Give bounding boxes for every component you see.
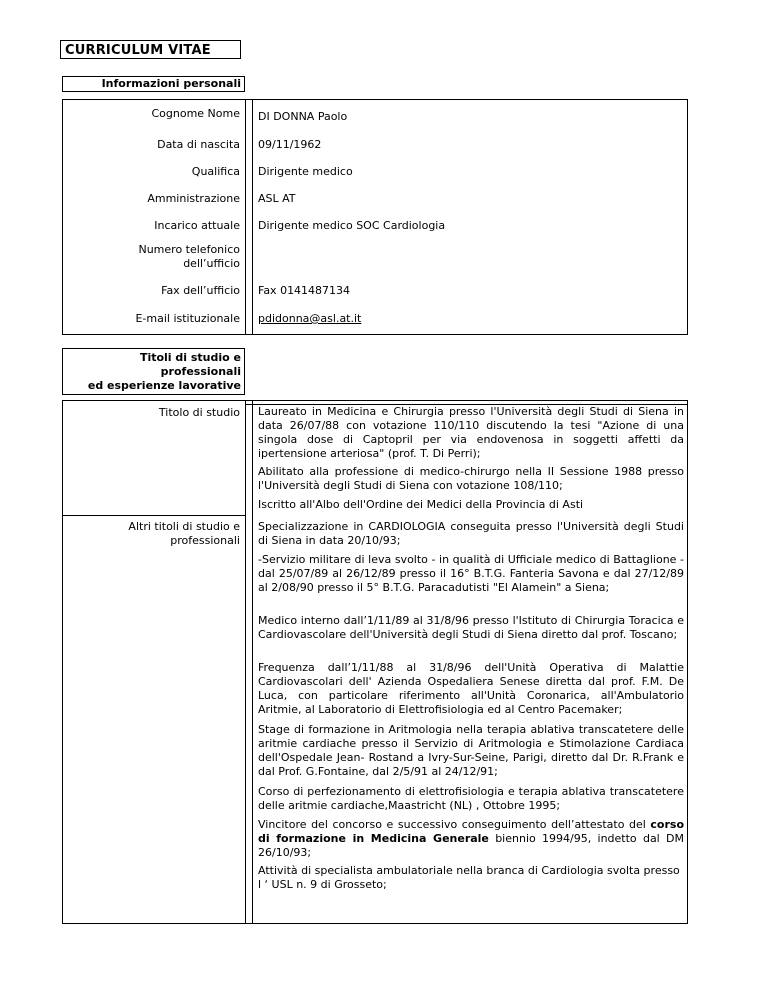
- label-fax-ufficio: Fax dell’ufficio: [161, 284, 240, 297]
- label-amministrazione: Amministrazione: [147, 192, 240, 205]
- altri-entry-vincitore: [258, 818, 684, 860]
- label-email: E-mail istituzionale: [135, 312, 240, 325]
- label-altri-titoli: [66, 520, 240, 548]
- altri-entry-frequenza: Frequenza dall’1/11/88 al 31/8/96 dell'Unità Operativa di Malattie Cardiovascolari dell' Azienda Ospedaliera Senese diretta dal prof. F.M. De Luca, con particolare riferimento all'Unità Coronarica, all'Ambulatorio Aritmie, al Laboratorio di Elettrofisiologia ed al Centro Pacemaker;: [258, 661, 684, 716]
- label-incarico-attuale: Incarico attuale: [154, 219, 240, 232]
- titolo-entry-albo: Iscritto all'Albo dell'Ordine dei Medici della Provincia di Asti: [258, 498, 584, 511]
- vincitore-text-bold: corso di formazione in Medicina Generale: [258, 818, 684, 845]
- value-amministrazione: ASL AT: [258, 192, 296, 205]
- titolo-entry-laurea: Laureato in Medicina e Chirurgia presso l'Università degli Studi di Siena in data 26/07/88 con votazione 110/110 discutendo la tesi "Azione di una singola dose di Captopril per via endovenosa in soggetti affetti da ipertensione arteriosa" (prof. T. Di Perri);: [258, 405, 684, 460]
- vincitore-text-pre: Vincitore del concorso e successivo conseguimento dell’attestato del: [258, 818, 651, 831]
- value-qualifica: Dirigente medico: [258, 165, 353, 178]
- value-data-nascita: 09/11/1962: [258, 138, 322, 151]
- label-qualifica: Qualifica: [191, 165, 240, 178]
- label-altri-titoli-line1: Altri titoli di studio e: [128, 520, 240, 533]
- label-numero-telefonico: [66, 243, 240, 271]
- altri-entry-stage: Stage di formazione in Aritmologia nella terapia ablativa transcatetere delle aritmie cardiache presso il Servizio di Aritmologia e Stimolazione Cardiaca dell'Ospedale Jean- Rostand a Ivry-Sur-Seine, Parigi, diretto dal Dr. R.Frank e dal Prof. G.Fontaine, dal 2/5/91 al 24/12/91;: [258, 723, 684, 778]
- label-numero-telefonico-line2: dell’ufficio: [183, 257, 240, 270]
- email-link[interactable]: pdidonna@asl.at.it: [258, 312, 362, 325]
- section-heading-education: [62, 348, 245, 395]
- altri-entry-medico-interno: Medico interno dall’1/11/89 al 31/8/96 presso l'Istituto di Chirurgia Toracica e Cardiovascolare dell'Università degli Studi di Siena diretto dal prof. Toscano;: [258, 614, 684, 641]
- label-titolo-studio: Titolo di studio: [158, 406, 240, 419]
- altri-entry-servizio-militare: -Servizio militare di leva svolto - in qualità di Ufficiale medico di Battaglione - dal 25/07/89 al 26/12/89 presso il 16° B.T.G. Fanteria Savona e dal 27/12/89 al 2/08/90 presso il 5° B.T.G. Paracadutisti "El Alamein" a Siena;: [258, 553, 684, 594]
- value-fax-ufficio: Fax 0141487134: [258, 284, 351, 297]
- label-altri-titoli-line2: professionali: [170, 534, 240, 547]
- vincitore-text-post: biennio 1994/95, indetto dal DM 26/10/93;: [258, 832, 684, 859]
- titolo-entry-abilitazione: Abilitato alla professione di medico-chirurgo nella II Sessione 1988 presso l'Università degli Studi di Siena con votazione 108/110;: [258, 465, 684, 492]
- section-heading-education-line1: Titoli di studio e: [139, 351, 241, 364]
- section-heading-education-line3: ed esperienze lavorative: [87, 379, 241, 392]
- value-cognome-nome: DI DONNA Paolo: [258, 110, 348, 123]
- section-heading-education-line2: professionali: [160, 365, 241, 378]
- altri-entry-attivita: Attività di specialista ambulatoriale nella branca di Cardiologia svolta presso l ‘ USL n. 9 di Grosseto;: [258, 864, 680, 891]
- label-cognome-nome: Cognome Nome: [151, 107, 240, 120]
- altri-entry-specializzazione: Specializzazione in CARDIOLOGIA conseguita presso l'Università degli Studi di Siena in data 20/10/93;: [258, 520, 684, 547]
- document-title: CURRICULUM VITAE: [60, 40, 241, 59]
- label-data-nascita: Data di nascita: [157, 138, 240, 151]
- section-heading-personal: Informazioni personali: [62, 76, 245, 92]
- altri-entry-corso-perfezionamento: Corso di perfezionamento di elettrofisiologia e terapia ablativa transcatetere delle aritmie cardiache,Maastricht (NL) , Ottobre 1995;: [258, 785, 684, 812]
- personal-info-table: [62, 99, 688, 335]
- value-incarico-attuale: Dirigente medico SOC Cardiologia: [258, 219, 446, 232]
- label-numero-telefonico-line1: Numero telefonico: [138, 243, 240, 256]
